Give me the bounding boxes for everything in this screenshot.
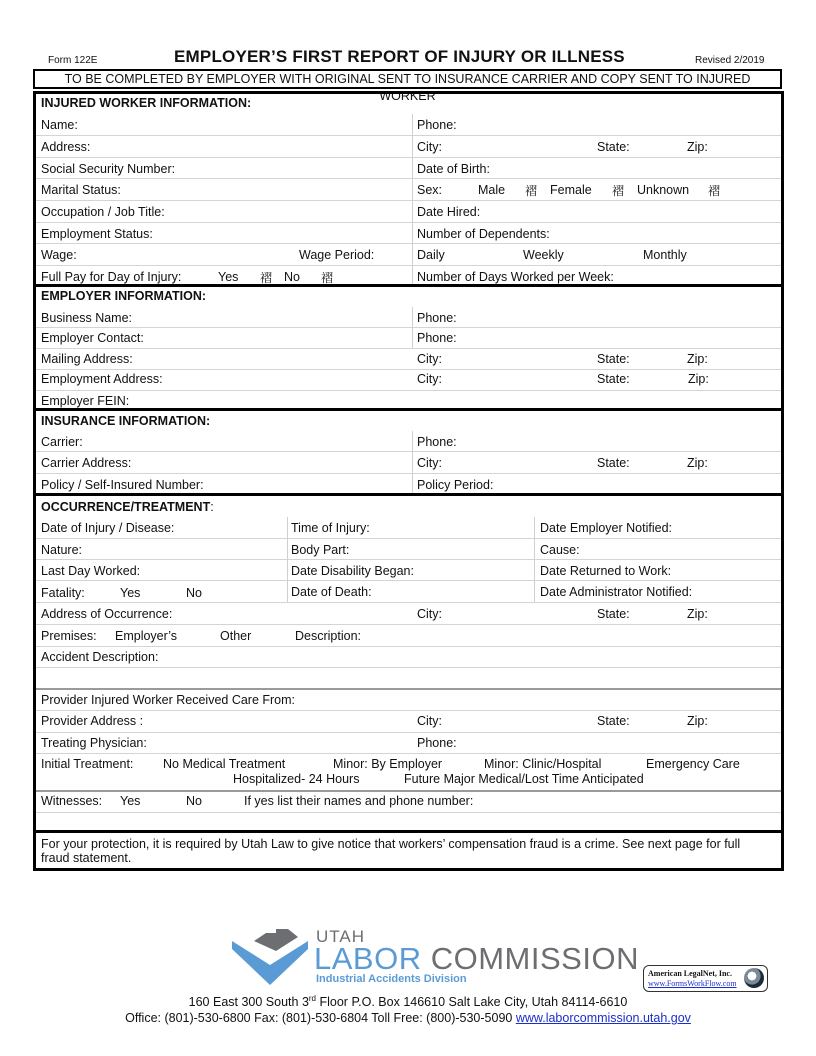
carrier-state-field[interactable]: State: <box>597 456 630 470</box>
provider-field[interactable]: Provider Injured Worker Received Care From: <box>41 693 296 707</box>
time-of-injury-field[interactable]: Time of Injury: <box>291 521 370 535</box>
dob-field[interactable]: Date of Birth: <box>417 162 490 176</box>
section-heading-employer: EMPLOYER INFORMATION: <box>41 289 207 303</box>
last-day-worked-field[interactable]: Last Day Worked: <box>41 564 141 578</box>
checkbox-female[interactable]: 褶 <box>612 184 625 198</box>
accident-description-blank-line[interactable] <box>36 668 781 690</box>
date-of-death-field[interactable]: Date of Death: <box>291 585 372 599</box>
marital-status-field[interactable]: Marital Status: <box>41 183 121 197</box>
zip-field[interactable]: Zip: <box>687 140 708 154</box>
date-admin-notified-field[interactable]: Date Administrator Notified: <box>540 585 693 599</box>
provider-zip-field[interactable]: Zip: <box>687 714 708 728</box>
treatment-hospitalized[interactable]: Hospitalized- 24 Hours <box>233 772 360 786</box>
date-employer-notified-field[interactable]: Date Employer Notified: <box>540 521 673 535</box>
initial-treatment-label: Initial Treatment: <box>41 757 134 771</box>
treatment-minor-employer[interactable]: Minor: By Employer <box>333 757 443 771</box>
sex-option-female: Female <box>550 183 592 197</box>
employment-zip-field[interactable]: Zip: <box>688 372 709 386</box>
form-row <box>36 560 781 581</box>
utah-state-icon <box>230 927 312 989</box>
cause-field[interactable]: Cause: <box>540 543 580 557</box>
section-heading-occurrence <box>41 500 214 514</box>
witnesses-yes[interactable]: Yes <box>120 794 141 808</box>
employment-status-field[interactable]: Employment Status: <box>41 227 153 241</box>
form-row <box>36 603 781 625</box>
wage-period-monthly[interactable]: Monthly <box>643 248 687 262</box>
form-row <box>36 690 781 711</box>
occurrence-zip-field[interactable]: Zip: <box>687 607 708 621</box>
full-pay-yes: Yes <box>218 270 239 284</box>
form-row <box>36 328 781 349</box>
date-returned-field[interactable]: Date Returned to Work: <box>540 564 672 578</box>
employer-section <box>33 284 784 409</box>
employment-state-field[interactable]: State: <box>597 372 630 386</box>
form-row <box>36 474 781 494</box>
page-title: EMPLOYER’S FIRST REPORT OF INJURY OR ILLNESS <box>174 47 625 66</box>
occurrence-city-field[interactable]: City: <box>417 607 442 621</box>
footer-address-sup: rd <box>308 994 317 1003</box>
premises-description-field[interactable]: Description: <box>295 629 361 643</box>
business-name-field[interactable]: Business Name: <box>41 311 133 325</box>
section-heading-injured-worker: INJURED WORKER INFORMATION: <box>41 96 252 110</box>
form-row <box>36 223 781 244</box>
mailing-state-field[interactable]: State: <box>597 352 630 366</box>
form-row <box>36 307 781 328</box>
revision-date: Revised 2/2019 <box>695 55 765 66</box>
employment-city-field[interactable]: City: <box>417 372 442 386</box>
occupation-field[interactable]: Occupation / Job Title: <box>41 205 165 219</box>
mailing-address-field[interactable]: Mailing Address: <box>41 352 133 366</box>
wage-period-weekly[interactable]: Weekly <box>523 248 564 262</box>
form-row <box>36 179 781 201</box>
form-row <box>36 136 781 158</box>
carrier-zip-field[interactable]: Zip: <box>687 456 708 470</box>
date-disability-began-field[interactable]: Date Disability Began: <box>291 564 414 578</box>
occurrence-heading-text: OCCURRENCE/TREATMENT <box>41 500 211 514</box>
witnesses-no[interactable]: No <box>186 794 202 808</box>
legalnet-badge[interactable] <box>643 965 768 992</box>
form-row <box>36 711 781 733</box>
badge-line1: American LegalNet, Inc. <box>648 969 732 978</box>
sex-option-unknown: Unknown <box>637 183 690 197</box>
contact-phone-field[interactable]: Phone: <box>417 331 457 345</box>
phone-field[interactable]: Phone: <box>417 118 457 132</box>
full-pay-label: Full Pay for Day of Injury: <box>41 270 182 284</box>
provider-city-field[interactable]: City: <box>417 714 442 728</box>
form-row <box>36 581 781 603</box>
ssn-field[interactable]: Social Security Number: <box>41 162 176 176</box>
fatality-label: Fatality: <box>41 586 85 600</box>
policy-period-field[interactable]: Policy Period: <box>417 478 494 492</box>
carrier-city-field[interactable]: City: <box>417 456 442 470</box>
form-row <box>36 266 781 286</box>
footer-contact-text: Office: (801)-530-6800 Fax: (801)-530-6804 Toll Free: (800)-530-5090 <box>125 1011 516 1025</box>
treating-physician-field[interactable]: Treating Physician: <box>41 736 147 750</box>
logo-name <box>314 941 639 977</box>
checkbox-unknown[interactable]: 褶 <box>708 184 721 198</box>
form-row <box>36 517 781 539</box>
form-row <box>36 625 781 647</box>
injured-worker-section <box>33 91 784 286</box>
carrier-field[interactable]: Carrier: <box>41 435 83 449</box>
accident-description-field[interactable]: Accident Description: <box>41 650 159 664</box>
section-heading-insurance: INSURANCE INFORMATION: <box>41 414 211 428</box>
body-part-field[interactable]: Body Part: <box>291 543 350 557</box>
form-row <box>36 201 781 223</box>
policy-number-field[interactable]: Policy / Self-Insured Number: <box>41 478 204 492</box>
logo-division: Industrial Accidents Division <box>316 973 467 985</box>
full-pay-no: No <box>284 270 300 284</box>
address-field[interactable]: Address: <box>41 140 91 154</box>
employment-address-field[interactable]: Employment Address: <box>41 372 163 386</box>
form-row <box>36 792 781 813</box>
date-hired-field[interactable]: Date Hired: <box>417 205 481 219</box>
provider-state-field[interactable]: State: <box>597 714 630 728</box>
form-row <box>36 539 781 560</box>
occurrence-section <box>33 493 784 830</box>
instruction-banner: TO BE COMPLETED BY EMPLOYER WITH ORIGINAL SENT TO INSURANCE CARRIER AND COPY SENT TO INJURED WORKER <box>33 69 782 89</box>
provider-address-field[interactable]: Provider Address : <box>41 714 144 728</box>
mailing-city-field[interactable]: City: <box>417 352 442 366</box>
website-link[interactable]: www.laborcommission.utah.gov <box>515 1011 691 1025</box>
treatment-no-medical[interactable]: No Medical Treatment <box>163 757 286 771</box>
footer-address-post: Floor P.O. Box 146610 Salt Lake City, Utah 84114-6610 <box>316 995 628 1010</box>
form-row <box>36 754 781 792</box>
insurance-section <box>33 408 784 494</box>
fraud-notice-box <box>33 830 784 871</box>
badge-globe-icon <box>744 968 764 988</box>
premises-other[interactable]: Other <box>220 629 252 643</box>
physician-phone-field[interactable]: Phone: <box>417 736 457 750</box>
occurrence-state-field[interactable]: State: <box>597 607 630 621</box>
premises-employers[interactable]: Employer’s <box>115 629 178 643</box>
form-row <box>36 647 781 668</box>
wage-period-label: Wage Period: <box>299 248 375 262</box>
logo-name-part1: LABOR <box>314 941 422 976</box>
form-row <box>36 452 781 474</box>
premises-label: Premises: <box>41 629 97 643</box>
days-per-week-field[interactable]: Number of Days Worked per Week: <box>417 270 614 284</box>
footer-contact <box>0 1011 816 1025</box>
checkbox-full-pay-no[interactable]: 褶 <box>321 271 334 285</box>
business-phone-field[interactable]: Phone: <box>417 311 457 325</box>
treatment-emergency-care[interactable]: Emergency Care <box>646 757 740 771</box>
checkbox-full-pay-yes[interactable]: 褶 <box>260 271 273 285</box>
logo-state: UTAH <box>316 927 366 946</box>
treatment-minor-clinic[interactable]: Minor: Clinic/Hospital <box>484 757 602 771</box>
sex-option-male: Male <box>478 183 506 197</box>
footer-address-pre: 160 East 300 South 3 <box>188 995 309 1010</box>
fein-field[interactable]: Employer FEIN: <box>41 394 130 408</box>
form-row <box>36 158 781 179</box>
form-number: Form 122E <box>48 55 98 66</box>
date-of-injury-field[interactable]: Date of Injury / Disease: <box>41 521 175 535</box>
address-of-occurrence-field[interactable]: Address of Occurrence: <box>41 607 173 621</box>
treatment-future-major[interactable]: Future Major Medical/Lost Time Anticipated <box>404 772 644 786</box>
sex-label: Sex: <box>417 183 443 197</box>
witnesses-label: Witnesses: <box>41 794 103 808</box>
nature-field[interactable]: Nature: <box>41 543 82 557</box>
wage-field[interactable]: Wage: <box>41 248 77 262</box>
labor-commission-logo <box>230 927 639 989</box>
mailing-zip-field[interactable]: Zip: <box>687 352 708 366</box>
occurrence-heading-colon: : <box>210 500 214 514</box>
witness-list-field[interactable]: If yes list their names and phone number: <box>244 794 474 808</box>
fatality-yes[interactable]: Yes <box>120 586 141 600</box>
name-field[interactable]: Name: <box>41 118 78 132</box>
fraud-notice: For your protection, it is required by Utah Law to give notice that workers’ compensation fraud is a crime. See next page for full fraud statement. <box>41 837 741 865</box>
logo-name-part2: COMMISSION <box>430 941 639 976</box>
state-field[interactable]: State: <box>597 140 630 154</box>
carrier-phone-field[interactable]: Phone: <box>417 435 457 449</box>
form-row <box>36 733 781 754</box>
employer-contact-field[interactable]: Employer Contact: <box>41 331 144 345</box>
form-row <box>36 431 781 452</box>
checkbox-male[interactable]: 褶 <box>525 184 538 198</box>
carrier-address-field[interactable]: Carrier Address: <box>41 456 132 470</box>
dependents-field[interactable]: Number of Dependents: <box>417 227 550 241</box>
footer-address <box>0 994 816 1009</box>
badge-line2[interactable]: www.FormsWorkFlow.com <box>648 979 737 988</box>
form-row <box>36 370 781 391</box>
form-row <box>36 114 781 136</box>
form-row <box>36 244 781 266</box>
wage-period-daily[interactable]: Daily <box>417 248 445 262</box>
form-row <box>36 349 781 370</box>
fatality-no[interactable]: No <box>186 586 202 600</box>
city-field[interactable]: City: <box>417 140 442 154</box>
